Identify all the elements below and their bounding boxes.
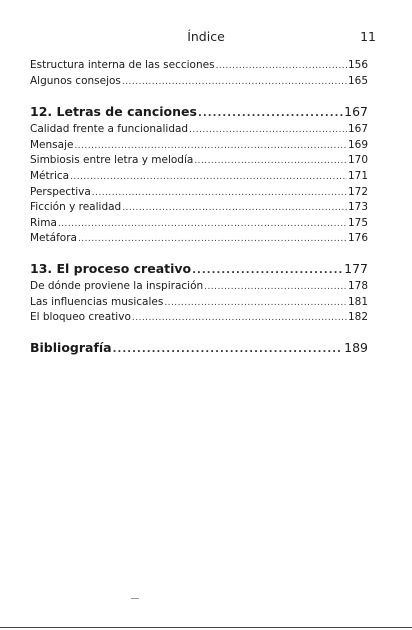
toc-entry-title: El bloqueo creativo: [30, 311, 131, 324]
toc-entry: [30, 279, 368, 295]
toc-entry-page: 167: [347, 123, 368, 136]
dot-leader: [78, 232, 347, 248]
bibliography-page: 189: [344, 339, 368, 355]
toc-entry-page: 165: [347, 74, 368, 87]
toc-entry-title: Ficción y realidad: [30, 201, 122, 214]
toc-entry-title: Perspectiva: [30, 185, 91, 198]
dot-leader: [198, 104, 343, 124]
chapter-heading: [30, 102, 368, 122]
bibliography-heading: [30, 338, 368, 358]
chapter-title: 13. El proceso creativo: [30, 260, 192, 276]
spacer: [30, 247, 368, 259]
toc-entry: [30, 58, 368, 74]
page-edge-line: [0, 627, 412, 628]
toc-entry: [30, 138, 368, 154]
toc-entry-page: 175: [347, 216, 368, 229]
toc-entry-title: Estructura interna de las secciones: [30, 59, 215, 71]
dot-leader: [122, 201, 347, 217]
chapter-title: 12. Letras de canciones: [30, 104, 197, 120]
toc-entry-page: 181: [347, 295, 368, 308]
toc-entry: [30, 216, 368, 232]
toc-entry-title: Las influencias musicales: [30, 295, 164, 308]
running-header-title: Índice: [187, 29, 225, 44]
dot-leader: [122, 75, 347, 91]
spacer: [30, 89, 368, 102]
toc-entry-page: 156: [347, 59, 368, 71]
toc-entry: [30, 185, 368, 201]
toc-entry-page: 176: [347, 232, 368, 245]
toc-entry-page: 170: [347, 154, 368, 167]
table-of-contents: [30, 58, 368, 358]
spacer: [30, 326, 368, 338]
toc-entry-title: Simbiosis entre letra y melodía: [30, 154, 194, 167]
dot-leader: [204, 280, 347, 296]
toc-entry-page: 172: [347, 185, 368, 198]
toc-entry: [30, 295, 368, 311]
toc-entry-page: 173: [347, 201, 368, 214]
toc-entry-page: 182: [347, 311, 368, 324]
bibliography-title: Bibliografía: [30, 339, 112, 355]
toc-entry-title: Mensaje: [30, 138, 74, 151]
dot-leader: [70, 170, 347, 186]
dot-leader: [74, 139, 346, 155]
toc-entry-title: Rima: [30, 216, 57, 229]
dot-leader: [189, 123, 347, 139]
dot-leader: [58, 217, 347, 233]
print-mark: [131, 598, 139, 599]
dot-leader: [194, 154, 347, 170]
dot-leader: [92, 186, 347, 202]
dot-leader: [192, 261, 343, 281]
toc-entry: [30, 122, 368, 138]
toc-entry: [30, 231, 368, 247]
toc-entry-page: 178: [347, 279, 368, 292]
toc-entry-title: De dónde proviene la inspiración: [30, 279, 204, 292]
dot-leader: [113, 340, 344, 360]
toc-entry: [30, 153, 368, 169]
toc-entry-page: 171: [347, 169, 368, 182]
chapter-heading: [30, 259, 368, 279]
toc-entry-title: Métrica: [30, 169, 70, 182]
dot-leader: [164, 296, 347, 312]
toc-entry-title: Metáfora: [30, 232, 77, 245]
toc-entry: [30, 169, 368, 185]
toc-entry: [30, 200, 368, 216]
chapter-page: 167: [344, 104, 368, 120]
toc-entry-title: Calidad frente a funcionalidad: [30, 123, 189, 136]
toc-entry: [30, 310, 368, 326]
page-number: 11: [360, 29, 376, 44]
toc-entry-page: 169: [347, 138, 368, 151]
dot-leader: [216, 59, 347, 75]
chapter-page: 177: [344, 260, 368, 276]
toc-entry-title: Algunos consejos: [30, 74, 121, 87]
toc-entry: [30, 74, 368, 90]
dot-leader: [132, 311, 347, 327]
